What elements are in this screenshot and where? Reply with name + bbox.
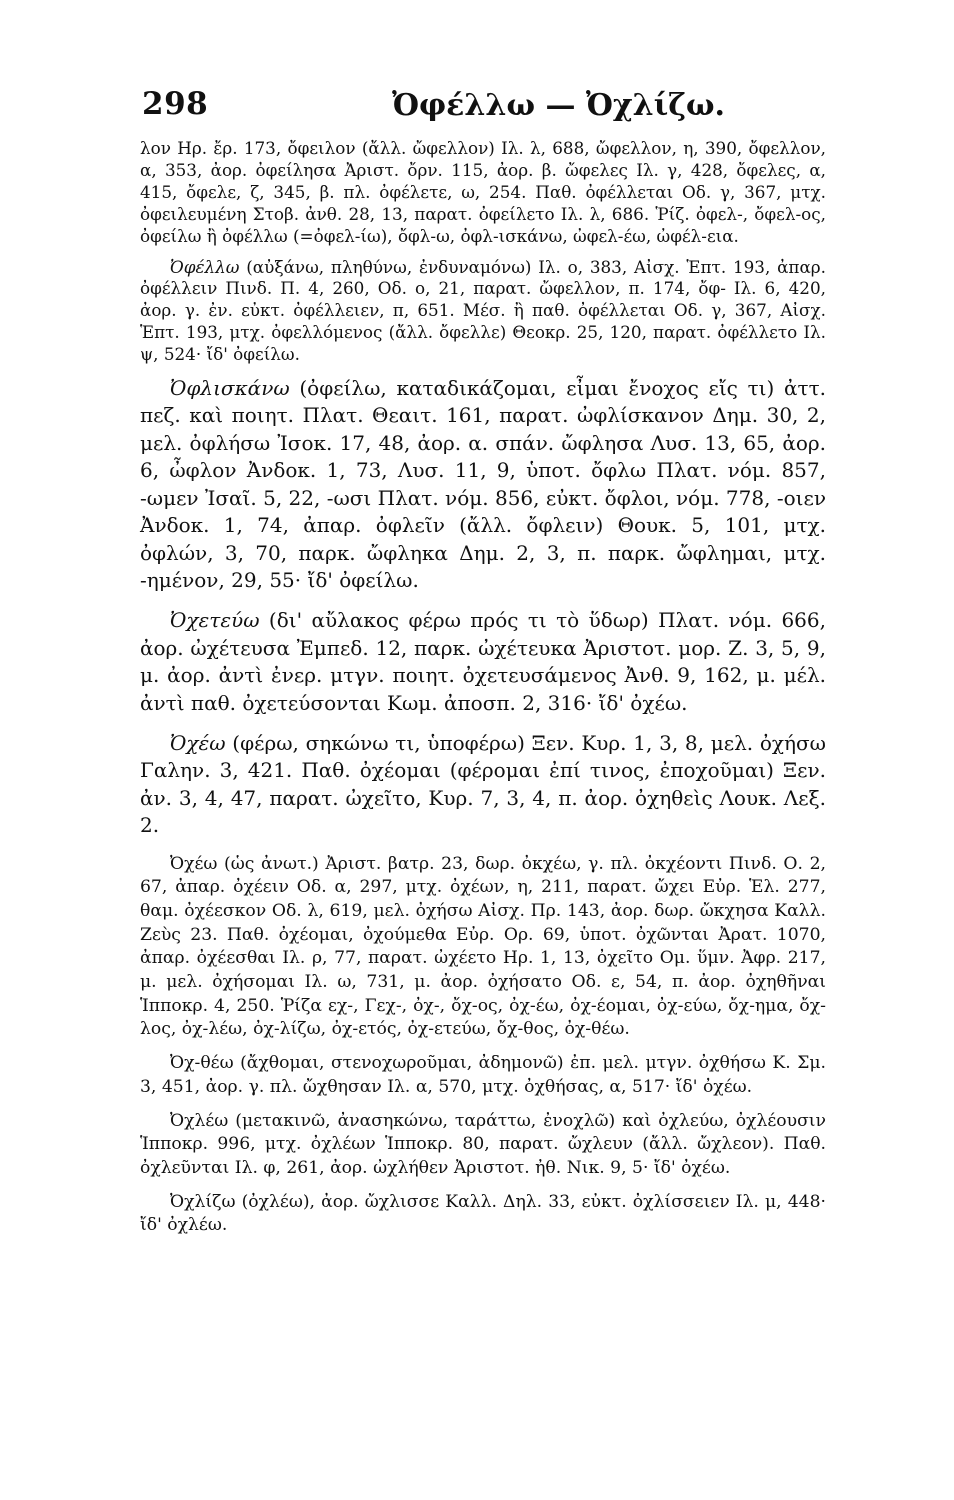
entry-ochlizo <box>140 1191 826 1238</box>
entry-text: (ὡς ἀνωτ.) Ἀριστ. βατρ. 23, δωρ. ὀκχέω, γ. πλ. ὀκχέοντι Πινδ. Ο. 2, 67, ἀπαρ. ὀχέειν Οδ. α, 297, μτχ. ὀχέων, η, 211, παρατ. ὤχει Εὐρ. Ἑλ. 277, θαμ. ὀχέεσκον Οδ. λ, 619, μελ. ὀχήσω Αἰσχ. Πρ. 143, ἀορ. δωρ. ὤκχησα Καλλ. Ζεὺς 23. Παθ. ὀχέομαι, ὀχούμεθα Εὐρ. Ορ. 69, ὑποτ. ὀχῶνται Ἀρατ. 1070, ἀπαρ. ὀχέεσθαι Ιλ. ρ, 77, παρατ. ὠχέετο Ηρ. 1, 13, ὀχεῖτο Ομ. ὕμν. Ἀφρ. 217, μ. μελ. ὀχήσομαι Ιλ. ω, 731, μ. ἀορ. ὀχήσατο Οδ. ε, 54, π. ἀορ. ὀχηθῆναι Ἱπποκρ. 4, 250. Ῥίζα εχ-, Γεχ-, ὀχ-, ὄχ-ος, ὀχ-έω, ὀχ-έομαι, ὀχ-εύω, ὄχ-ημα, ὄχ-λος, ὀχ-λέω, ὀχ-λίζω, ὀχ-ετός, ὀχ-ετεύω, ὄχ-θος, ὀχ-θέω. <box>140 853 826 1040</box>
page-content <box>140 138 826 1248</box>
entry-text: (μετακινῶ, ἀνασηκώνω, ταράττω, ἐνοχλῶ) καὶ ὀχλεύω, ὀχλέουσιν Ἱπποκρ. 996, μτχ. ὀχλέων Ἱπποκρ. 80, παρατ. ὤχλευν (ἄλλ. ὤχλεον). Παθ. ὀχλεῦνται Ιλ. φ, 261, ἀορ. ὠχλήθεν Ἀριστοτ. ἠθ. Νικ. 9, 5· ἴδ' ὀχέω. <box>140 1110 826 1178</box>
entry-headword: Ὀφλισκάνω <box>170 376 290 401</box>
entry-text: (δι' αὔλακος φέρω πρός τι τὸ ὕδωρ) Πλατ. νόμ. 666, ἀορ. ὠχέτευσα Ἐμπεδ. 12, παρκ. ὠχέτευκα Ἀριστοτ. μορ. Ζ. 3, 5, 9, μ. ἀορ. ἀντὶ ἐνερ. μτγν. ποιητ. ὀχετευσάμενος Ἀνθ. 9, 162, μ. μέλ. ἀντὶ παθ. ὀχετεύσονται Κωμ. ἀποσπ. 2, 316· ἴδ' ὀχέω. <box>140 608 826 715</box>
entry-headword: Ὀχετεύω <box>170 608 260 633</box>
entry-ocheo-2 <box>140 853 826 1043</box>
entry-text: (αὐξάνω, πληθύνω, ἐνδυναμόνω) Ιλ. ο, 383, Αἰσχ. Ἑπτ. 193, ἀπαρ. ὀφέλλειν Πινδ. Π. 4, 260, Οδ. ο, 21, παρατ. ὤφελλον, π. 174, ὄφ- Ιλ. 6, 420, ἀορ. γ. ἐν. εὐκτ. ὀφέλλειεν, π, 651. Μέσ. ἢ παθ. ὀφέλλεται Οδ. γ, 367, Αἰσχ. Ἑπτ. 193, μτχ. ὀφελλόμενος (ἄλλ. ὄφελλε) Θεοκρ. 25, 120, παρατ. ὀφέλλετο Ιλ. ψ, 524· ἴδ' ὀφείλω. <box>140 256 826 365</box>
page-header <box>142 80 822 126</box>
entry-ophliskano <box>140 375 826 594</box>
entry-text: (ἄχθομαι, στενοχωροῦμαι, ἀδημονῶ) ἐπ. μελ. μτγν. ὀχθήσω Κ. Σμ. 3, 451, ἀορ. γ. πλ. ὤχθησαν Ιλ. α, 570, μτχ. ὀχθήσας, α, 517· ἴδ' ὀχέω. <box>140 1053 826 1097</box>
entry-headword: Ὀχ-θέω <box>170 1053 234 1074</box>
entry-headword: Ὀχέω <box>170 853 218 874</box>
entry-text: (ὀφείλω, καταδικάζομαι, εἶμαι ἔνοχος εἴς τι) ἀττ. πεζ. καὶ ποιητ. Πλατ. Θεαιτ. 161, παρατ. ὠφλίσκανον Δημ. 30, 2, μελ. ὀφλήσω Ἰσοκ. 17, 48, ἀορ. α. σπάν. ὤφλησα Λυσ. 13, 65, ἀορ. 6, ὦφλον Ἀνδοκ. 1, 73, Λυσ. 11, 9, ὑποτ. ὄφλω Πλατ. νόμ. 857, -ωμεν Ἰσαῖ. 5, 22, -ωσι Πλατ. νόμ. 856, εὐκτ. ὄφλοι, νόμ. 778, -οιεν Ἀνδοκ. 1, 74, ἀπαρ. ὀφλεῖν (ἄλλ. ὄφλειν) Θουκ. 5, 101, μτχ. ὀφλών, 3, 70, παρκ. ὤφληκα Δημ. 2, 3, π. παρκ. ὤφλημαι, μτχ. -ημένον, 29, 55· ἴδ' ὀφείλω. <box>140 376 826 592</box>
entry-ocheo-1 <box>140 730 826 840</box>
entry-headword: Ὀχέω <box>170 730 226 755</box>
running-head: Ὀφέλλω — Ὀχλίζω. <box>392 88 725 123</box>
entry-continuation <box>140 138 826 248</box>
entry-text: (φέρω, σηκώνω τι, ὑποφέρω) Ξεν. Κυρ. 1, 3, 8, μελ. ὀχήσω Γαλην. 3, 421. Παθ. ὀχέομαι (φέρομαι ἐπί τινος, ἐποχοῦμαι) Ξεν. ἀν. 3, 4, 47, παρατ. ὠχεῖτο, Κυρ. 7, 3, 4, π. ἀορ. ὀχηθεὶς Λουκ. Λεξ. 2. <box>140 730 826 838</box>
page-number: 298 <box>142 86 209 122</box>
entry-headword: Ὀφέλλω <box>170 256 240 277</box>
entry-ochleo <box>140 1110 826 1181</box>
entry-text: λον Ηρ. ἔρ. 173, ὄφειλον (ἄλλ. ὤφελλον) Ιλ. λ, 688, ὤφελλον, η, 390, ὄφελλον, α, 353, ἀορ. ὀφείλησα Ἀριστ. ὄρν. 115, ἀορ. β. ὤφελες Ιλ. γ, 428, ὄφελες, α, 415, ὄφελε, ζ, 345, β. πλ. ὀφέλετε, ω, 254. Παθ. ὀφέλλεται Οδ. γ, 367, μτχ. ὀφειλευμένη Στοβ. ἀνθ. 28, 13, παρατ. ὀφείλετο Ιλ. λ, 686. Ῥίζ. ὀφελ-, ὄφελ-ος, ὀφείλω ἢ ὀφέλλω (=ὀφελ-ίω), ὄφλ-ω, ὀφλ-ισκάνω, ὠφελ-έω, ὠφέλ-εια. <box>140 138 826 246</box>
entry-ocheteyo <box>140 607 826 717</box>
entry-text: (ὀχλέω), ἀορ. ὤχλισσε Καλλ. Δηλ. 33, εὐκτ. ὀχλίσσειεν Ιλ. μ, 448· ἴδ' ὀχλέω. <box>140 1191 826 1236</box>
entry-headword: Ὀχλέω <box>170 1110 229 1131</box>
entry-ochtheo <box>140 1052 826 1099</box>
entry-ophello <box>140 257 826 367</box>
entry-headword: Ὀχλίζω <box>170 1191 236 1212</box>
